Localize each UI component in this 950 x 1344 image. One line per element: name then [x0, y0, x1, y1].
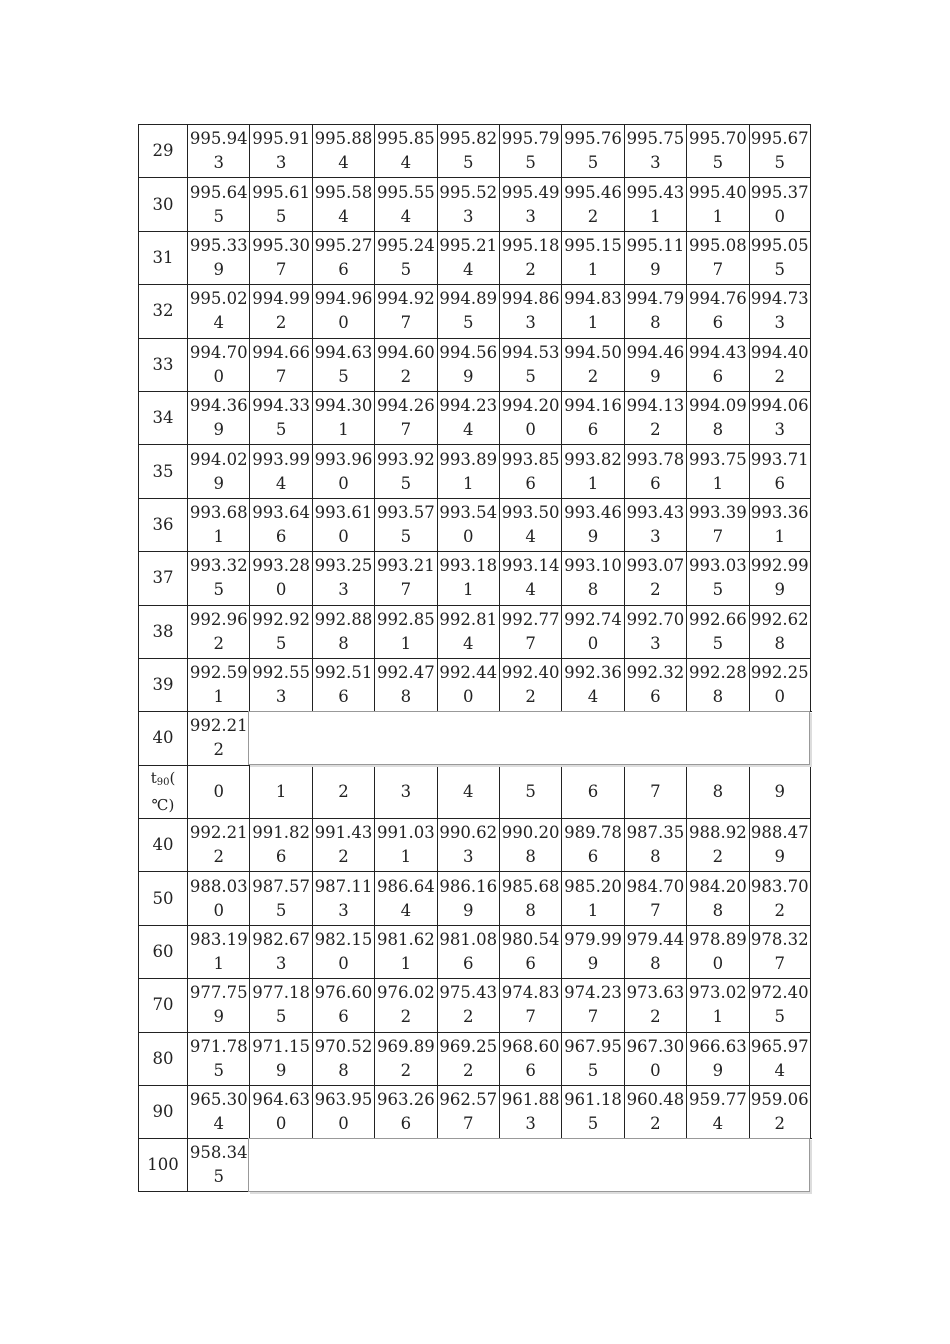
value-cell: 993.751 [686, 444, 748, 497]
table-section-29-40 [138, 124, 812, 711]
value-cell: 995.462 [561, 177, 623, 230]
value-cell: 994.863 [499, 284, 561, 337]
value-cell: 994.635 [312, 338, 374, 391]
value-cell: 962.577 [437, 1085, 499, 1138]
value-cell: 994.335 [249, 391, 311, 444]
header-unit: ℃) [151, 796, 175, 815]
value-cell: 983.702 [749, 871, 811, 924]
table-row [138, 925, 812, 978]
value-cell: 994.234 [437, 391, 499, 444]
value-cell: 968.606 [499, 1032, 561, 1085]
column-header: 3 [374, 765, 436, 818]
temperature-cell: 80 [138, 1032, 187, 1085]
value-cell: 992.851 [374, 605, 436, 658]
header-open-paren: ( [169, 769, 176, 788]
value-cell: 993.786 [624, 444, 686, 497]
value-cell: 990.623 [437, 818, 499, 871]
value-cell: 995.753 [624, 124, 686, 177]
value-cell: 995.884 [312, 124, 374, 177]
value-cell: 995.943 [187, 124, 249, 177]
value-cell: 993.504 [499, 498, 561, 551]
value-cell: 993.891 [437, 444, 499, 497]
value-cell: 987.358 [624, 818, 686, 871]
value-cell: 992.962 [187, 605, 249, 658]
temperature-cell: 38 [138, 605, 187, 658]
value-cell: 992.212 [187, 711, 249, 764]
table-row [138, 605, 812, 658]
value-cell: 994.301 [312, 391, 374, 444]
value-cell: 979.448 [624, 925, 686, 978]
value-cell: 994.535 [499, 338, 561, 391]
value-cell: 994.927 [374, 284, 436, 337]
value-cell: 992.999 [749, 551, 811, 604]
value-cell: 994.200 [499, 391, 561, 444]
value-cell: 994.569 [437, 338, 499, 391]
value-cell: 995.370 [749, 177, 811, 230]
value-cell: 995.493 [499, 177, 561, 230]
value-cell: 972.405 [749, 978, 811, 1031]
value-cell: 966.639 [686, 1032, 748, 1085]
value-cell: 992.740 [561, 605, 623, 658]
value-cell: 993.469 [561, 498, 623, 551]
value-cell: 983.191 [187, 925, 249, 978]
value-cell: 976.022 [374, 978, 436, 1031]
table-row [138, 1032, 812, 1085]
value-cell: 995.675 [749, 124, 811, 177]
value-cell: 979.999 [561, 925, 623, 978]
value-cell: 985.688 [499, 871, 561, 924]
table-row-final-100 [138, 1138, 812, 1191]
value-cell: 994.469 [624, 338, 686, 391]
value-cell: 963.950 [312, 1085, 374, 1138]
value-cell: 992.777 [499, 605, 561, 658]
value-cell: 993.181 [437, 551, 499, 604]
value-cell: 964.630 [249, 1085, 311, 1138]
value-cell: 995.584 [312, 177, 374, 230]
value-cell: 994.700 [187, 338, 249, 391]
value-cell: 991.031 [374, 818, 436, 871]
value-cell: 958.345 [187, 1138, 249, 1191]
value-cell: 995.087 [686, 231, 748, 284]
value-cell: 967.955 [561, 1032, 623, 1085]
value-cell: 995.431 [624, 177, 686, 230]
value-cell: 992.440 [437, 658, 499, 711]
column-header: 8 [686, 765, 748, 818]
value-cell: 991.432 [312, 818, 374, 871]
value-cell: 994.166 [561, 391, 623, 444]
value-cell: 993.716 [749, 444, 811, 497]
value-cell: 992.326 [624, 658, 686, 711]
value-cell: 994.667 [249, 338, 311, 391]
table-section-40-90 [138, 818, 812, 1138]
value-cell: 971.785 [187, 1032, 249, 1085]
value-cell: 989.786 [561, 818, 623, 871]
value-cell: 965.974 [749, 1032, 811, 1085]
value-cell: 988.479 [749, 818, 811, 871]
table-header-row [138, 765, 812, 818]
value-cell: 993.253 [312, 551, 374, 604]
value-cell: 992.364 [561, 658, 623, 711]
value-cell: 963.266 [374, 1085, 436, 1138]
value-cell: 993.325 [187, 551, 249, 604]
value-cell: 970.528 [312, 1032, 374, 1085]
value-cell: 994.992 [249, 284, 311, 337]
temperature-cell: 100 [138, 1138, 187, 1191]
value-cell: 992.516 [312, 658, 374, 711]
column-header: 7 [624, 765, 686, 818]
temperature-cell: 40 [138, 818, 187, 871]
value-cell: 992.591 [187, 658, 249, 711]
value-cell: 994.502 [561, 338, 623, 391]
value-cell: 991.826 [249, 818, 311, 871]
value-cell: 995.119 [624, 231, 686, 284]
value-cell: 995.245 [374, 231, 436, 284]
column-header: 1 [249, 765, 311, 818]
value-cell: 993.217 [374, 551, 436, 604]
empty-box [248, 711, 810, 764]
table-row [138, 551, 812, 604]
header-t-subscript: 90 [156, 777, 170, 789]
value-cell: 980.546 [499, 925, 561, 978]
table-row [138, 818, 812, 871]
table-row [138, 978, 812, 1031]
value-cell: 992.925 [249, 605, 311, 658]
temperature-cell: 32 [138, 284, 187, 337]
value-cell: 959.774 [686, 1085, 748, 1138]
value-cell: 994.132 [624, 391, 686, 444]
value-cell: 977.759 [187, 978, 249, 1031]
value-cell: 994.369 [187, 391, 249, 444]
value-cell: 974.837 [499, 978, 561, 1031]
value-cell: 994.733 [749, 284, 811, 337]
value-cell: 995.615 [249, 177, 311, 230]
value-cell: 992.628 [749, 605, 811, 658]
value-cell: 993.108 [561, 551, 623, 604]
column-header: 6 [561, 765, 623, 818]
value-cell: 973.021 [686, 978, 748, 1031]
value-cell: 994.098 [686, 391, 748, 444]
table-row [138, 391, 812, 444]
value-cell: 995.339 [187, 231, 249, 284]
value-cell: 993.575 [374, 498, 436, 551]
table-row [138, 177, 812, 230]
value-cell: 995.825 [437, 124, 499, 177]
value-cell: 992.288 [686, 658, 748, 711]
column-header: 4 [437, 765, 499, 818]
value-cell: 994.895 [437, 284, 499, 337]
empty-area [249, 1138, 812, 1191]
table-row [138, 1085, 812, 1138]
density-table [138, 124, 812, 1192]
temperature-cell: 36 [138, 498, 187, 551]
value-cell: 993.540 [437, 498, 499, 551]
value-cell: 995.276 [312, 231, 374, 284]
value-cell: 994.063 [749, 391, 811, 444]
value-cell: 967.300 [624, 1032, 686, 1085]
value-cell: 990.208 [499, 818, 561, 871]
value-cell: 995.645 [187, 177, 249, 230]
value-cell: 995.151 [561, 231, 623, 284]
value-cell: 992.250 [749, 658, 811, 711]
value-cell: 960.482 [624, 1085, 686, 1138]
value-cell: 992.553 [249, 658, 311, 711]
temperature-cell: 90 [138, 1085, 187, 1138]
value-cell: 978.327 [749, 925, 811, 978]
value-cell: 995.765 [561, 124, 623, 177]
table-row [138, 284, 812, 337]
value-cell: 992.814 [437, 605, 499, 658]
temperature-cell: 37 [138, 551, 187, 604]
temperature-cell: 29 [138, 124, 187, 177]
column-header: 0 [187, 765, 249, 818]
value-cell: 965.304 [187, 1085, 249, 1138]
value-cell: 994.402 [749, 338, 811, 391]
value-cell: 993.072 [624, 551, 686, 604]
value-cell: 993.433 [624, 498, 686, 551]
empty-box [248, 1138, 810, 1191]
table-row [138, 124, 812, 177]
value-cell: 986.169 [437, 871, 499, 924]
temperature-cell: 40 [138, 711, 187, 764]
table-row-final-40 [138, 711, 812, 764]
value-cell: 994.602 [374, 338, 436, 391]
temperature-cell: 50 [138, 871, 187, 924]
value-cell: 993.280 [249, 551, 311, 604]
value-cell: 992.665 [686, 605, 748, 658]
value-cell: 993.397 [686, 498, 748, 551]
value-cell: 981.086 [437, 925, 499, 978]
value-cell: 994.798 [624, 284, 686, 337]
value-cell: 961.185 [561, 1085, 623, 1138]
value-cell: 987.113 [312, 871, 374, 924]
value-cell: 993.144 [499, 551, 561, 604]
value-cell: 992.402 [499, 658, 561, 711]
temperature-header [138, 765, 187, 818]
value-cell: 995.523 [437, 177, 499, 230]
value-cell: 994.267 [374, 391, 436, 444]
value-cell: 995.401 [686, 177, 748, 230]
value-cell: 982.150 [312, 925, 374, 978]
value-cell: 992.212 [187, 818, 249, 871]
value-cell: 986.644 [374, 871, 436, 924]
temperature-cell: 39 [138, 658, 187, 711]
value-cell: 995.913 [249, 124, 311, 177]
value-cell: 981.621 [374, 925, 436, 978]
value-cell: 994.960 [312, 284, 374, 337]
value-cell: 993.821 [561, 444, 623, 497]
value-cell: 993.610 [312, 498, 374, 551]
value-cell: 992.703 [624, 605, 686, 658]
column-header: 2 [312, 765, 374, 818]
value-cell: 993.681 [187, 498, 249, 551]
value-cell: 984.208 [686, 871, 748, 924]
value-cell: 987.575 [249, 871, 311, 924]
value-cell: 992.888 [312, 605, 374, 658]
value-cell: 994.831 [561, 284, 623, 337]
value-cell: 961.883 [499, 1085, 561, 1138]
value-cell: 993.856 [499, 444, 561, 497]
value-cell: 995.554 [374, 177, 436, 230]
value-cell: 988.922 [686, 818, 748, 871]
value-cell: 973.632 [624, 978, 686, 1031]
table-row [138, 498, 812, 551]
value-cell: 993.960 [312, 444, 374, 497]
value-cell: 995.182 [499, 231, 561, 284]
value-cell: 995.214 [437, 231, 499, 284]
value-cell: 995.307 [249, 231, 311, 284]
value-cell: 971.159 [249, 1032, 311, 1085]
temperature-cell: 31 [138, 231, 187, 284]
value-cell: 993.994 [249, 444, 311, 497]
value-cell: 995.795 [499, 124, 561, 177]
temperature-cell: 70 [138, 978, 187, 1031]
temperature-cell: 60 [138, 925, 187, 978]
value-cell: 995.024 [187, 284, 249, 337]
column-header: 5 [499, 765, 561, 818]
value-cell: 994.436 [686, 338, 748, 391]
value-cell: 982.673 [249, 925, 311, 978]
header-columns [187, 765, 811, 818]
value-cell: 995.705 [686, 124, 748, 177]
temperature-cell: 30 [138, 177, 187, 230]
column-header: 9 [749, 765, 811, 818]
table-row [138, 338, 812, 391]
value-cell: 975.432 [437, 978, 499, 1031]
value-cell: 969.892 [374, 1032, 436, 1085]
value-cell: 988.030 [187, 871, 249, 924]
value-cell: 977.185 [249, 978, 311, 1031]
value-cell: 976.606 [312, 978, 374, 1031]
table-row [138, 444, 812, 497]
value-cell: 969.252 [437, 1032, 499, 1085]
value-cell: 992.478 [374, 658, 436, 711]
value-cell: 985.201 [561, 871, 623, 924]
value-cell: 995.854 [374, 124, 436, 177]
value-cell: 974.237 [561, 978, 623, 1031]
table-row [138, 871, 812, 924]
value-cell: 993.035 [686, 551, 748, 604]
value-cell: 993.925 [374, 444, 436, 497]
value-cell: 984.707 [624, 871, 686, 924]
temperature-cell: 35 [138, 444, 187, 497]
empty-area [249, 711, 812, 764]
value-cell: 959.062 [749, 1085, 811, 1138]
value-cell: 994.029 [187, 444, 249, 497]
value-cell: 993.361 [749, 498, 811, 551]
value-cell: 995.055 [749, 231, 811, 284]
header-t-label: t [150, 769, 157, 788]
temperature-cell: 33 [138, 338, 187, 391]
value-cell: 994.766 [686, 284, 748, 337]
temperature-cell: 34 [138, 391, 187, 444]
table-row [138, 658, 812, 711]
value-cell: 993.646 [249, 498, 311, 551]
value-cell: 978.890 [686, 925, 748, 978]
table-row [138, 231, 812, 284]
